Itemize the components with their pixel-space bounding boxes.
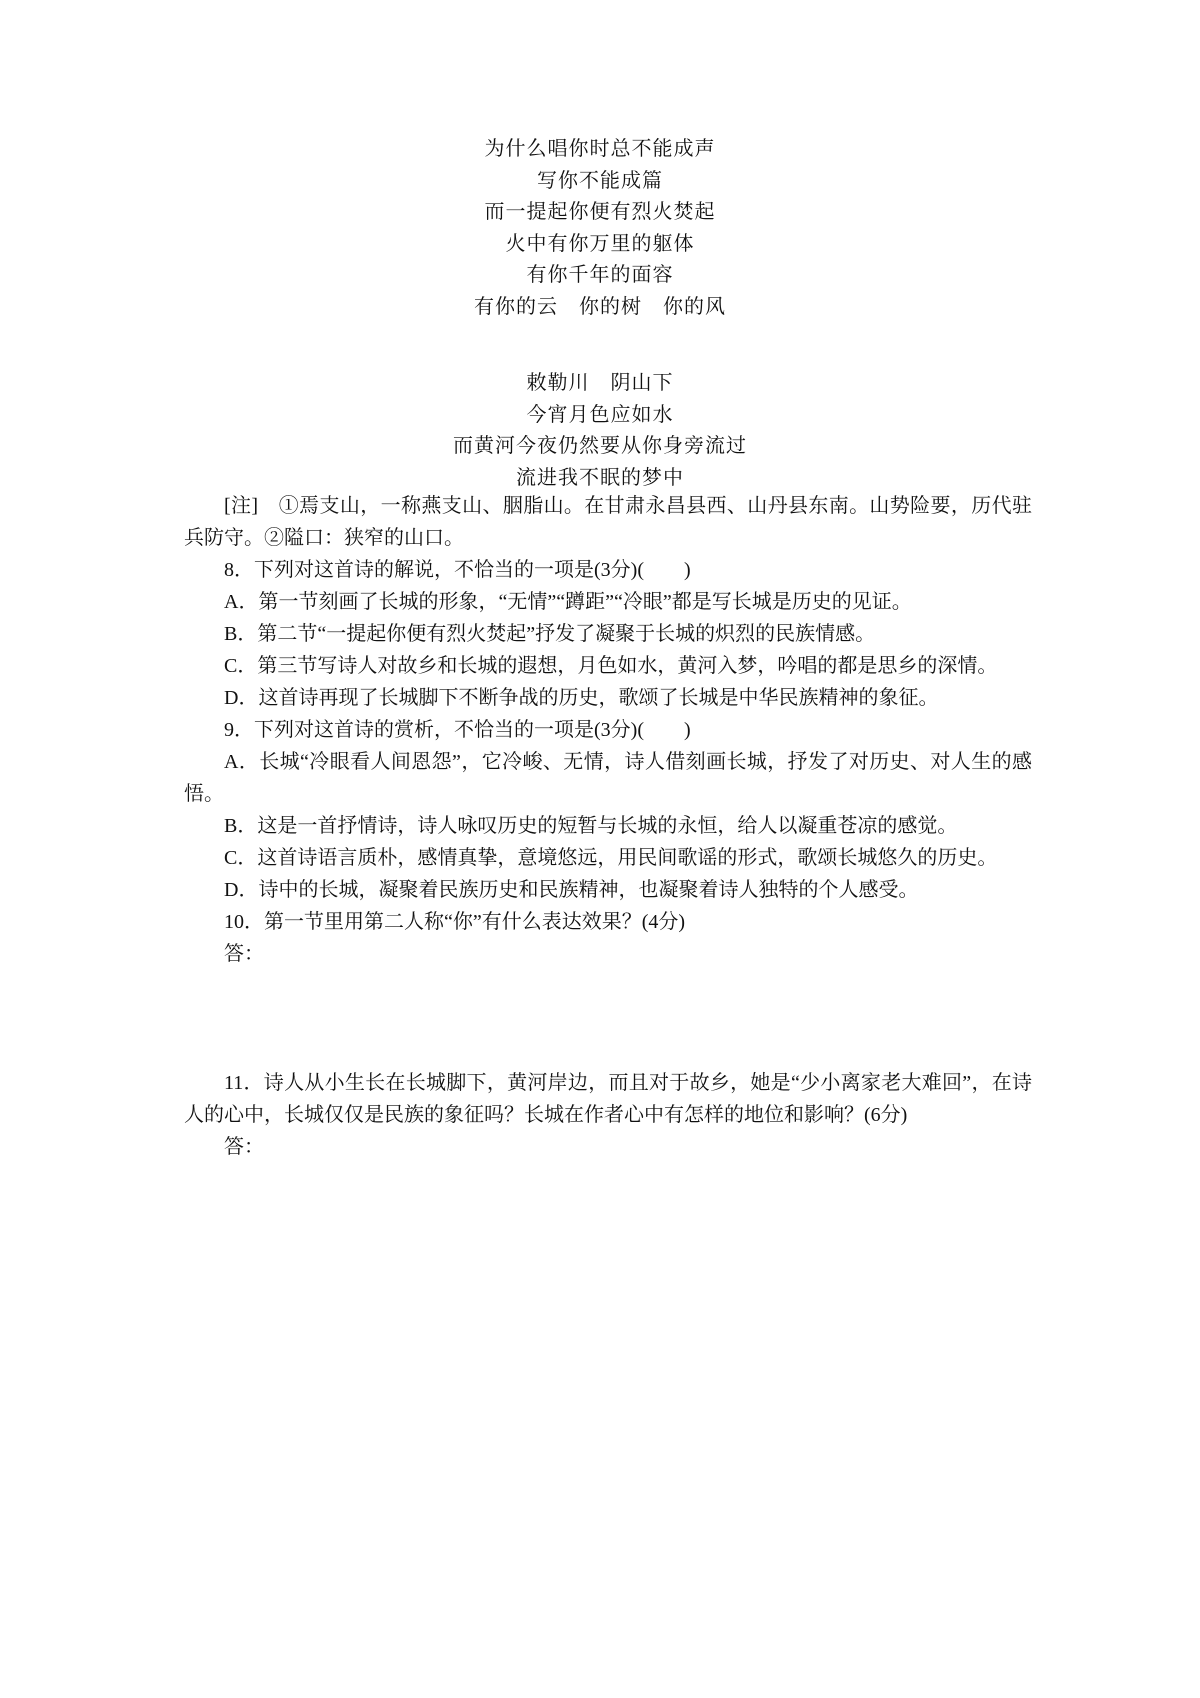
question-9-option-a: A．长城“冷眼看人间恩怨”，它冷峻、无情，诗人借刻画长城，抒发了对历史、对人生的感悟。 (184, 751, 1032, 805)
poem-line: 而黄河今夜仍然要从你身旁流过 (453, 433, 747, 457)
question-9-option-b: B．这是一首抒情诗，诗人咏叹历史的短暂与长城的永恒，给人以凝重苍凉的感觉。 (224, 815, 958, 837)
poem-line: 而一提起你便有烈火焚起 (484, 199, 716, 223)
question-10-answer-label: 答： (224, 943, 264, 965)
question-9-option-d: D．诗中的长城，凝聚着民族历史和民族精神，也凝聚着诗人独特的个人感受。 (224, 879, 919, 901)
question-8-option-a: A．第一节刻画了长城的形象，“无情”“蹲距”“冷眼”都是写长城是历史的见证。 (224, 591, 912, 613)
poem-line: 为什么唱你时总不能成声 (484, 136, 716, 160)
question-9-option-c: C．这首诗语言质朴，感情真挚，意境悠远，用民间歌谣的形式，歌颂长城悠久的历史。 (224, 847, 998, 869)
note-text: ①焉支山，一称燕支山、胭脂山。在甘肃永昌县西、山丹县东南。山势险要，历代驻兵防守。②隘口：狭窄的山口。 (184, 495, 1033, 549)
question-9-stem: 9．下列对这首诗的赏析，不恰当的一项是(3分)( ) (224, 719, 691, 741)
question-8-option-b: B．第二节“一提起你便有烈火焚起”抒发了凝聚于长城的炽烈的民族情感。 (224, 623, 876, 645)
poem-line: 写你不能成篇 (537, 167, 663, 192)
question-10-stem: 10．第一节里用第二人称“你”有什么表达效果？(4分) (224, 911, 686, 933)
poem-line: 敕勒川 阴山下 (526, 370, 674, 394)
poem-stanza-2 (0, 133, 1200, 322)
poem-line: 有你的云 你的树 你的风 (474, 293, 726, 318)
poem-line: 今宵月色应如水 (526, 401, 674, 426)
poem-line: 流进我不眠的梦中 (516, 464, 684, 489)
poem-line: 有你千年的面容 (526, 262, 674, 286)
poem-stanza-3 (0, 367, 1200, 493)
poem-note (184, 490, 1032, 554)
question-8-stem: 8．下列对这首诗的解说，不恰当的一项是(3分)( ) (224, 559, 691, 581)
note-tag: [注] (224, 495, 259, 517)
question-11-stem: 11．诗人从小生长在长城脚下，黄河岸边，而且对于故乡，她是“少小离家老大难回”，在诗人的心中，长城仅仅是民族的象征吗？长城在作者心中有怎样的地位和影响？(6分) (184, 1072, 1032, 1126)
question-10-answer-area (184, 970, 1032, 1067)
poem-line: 火中有你万里的躯体 (505, 230, 695, 255)
question-8-option-d: D．这首诗再现了长城脚下不断争战的历史，歌颂了长城是中华民族精神的象征。 (224, 687, 939, 709)
question-8-option-c: C．第三节写诗人对故乡和长城的遐想，月色如水，黄河入梦，吟唱的都是思乡的深情。 (224, 655, 998, 677)
question-11-answer-label: 答： (224, 1136, 264, 1158)
questions-section (184, 490, 1032, 1163)
